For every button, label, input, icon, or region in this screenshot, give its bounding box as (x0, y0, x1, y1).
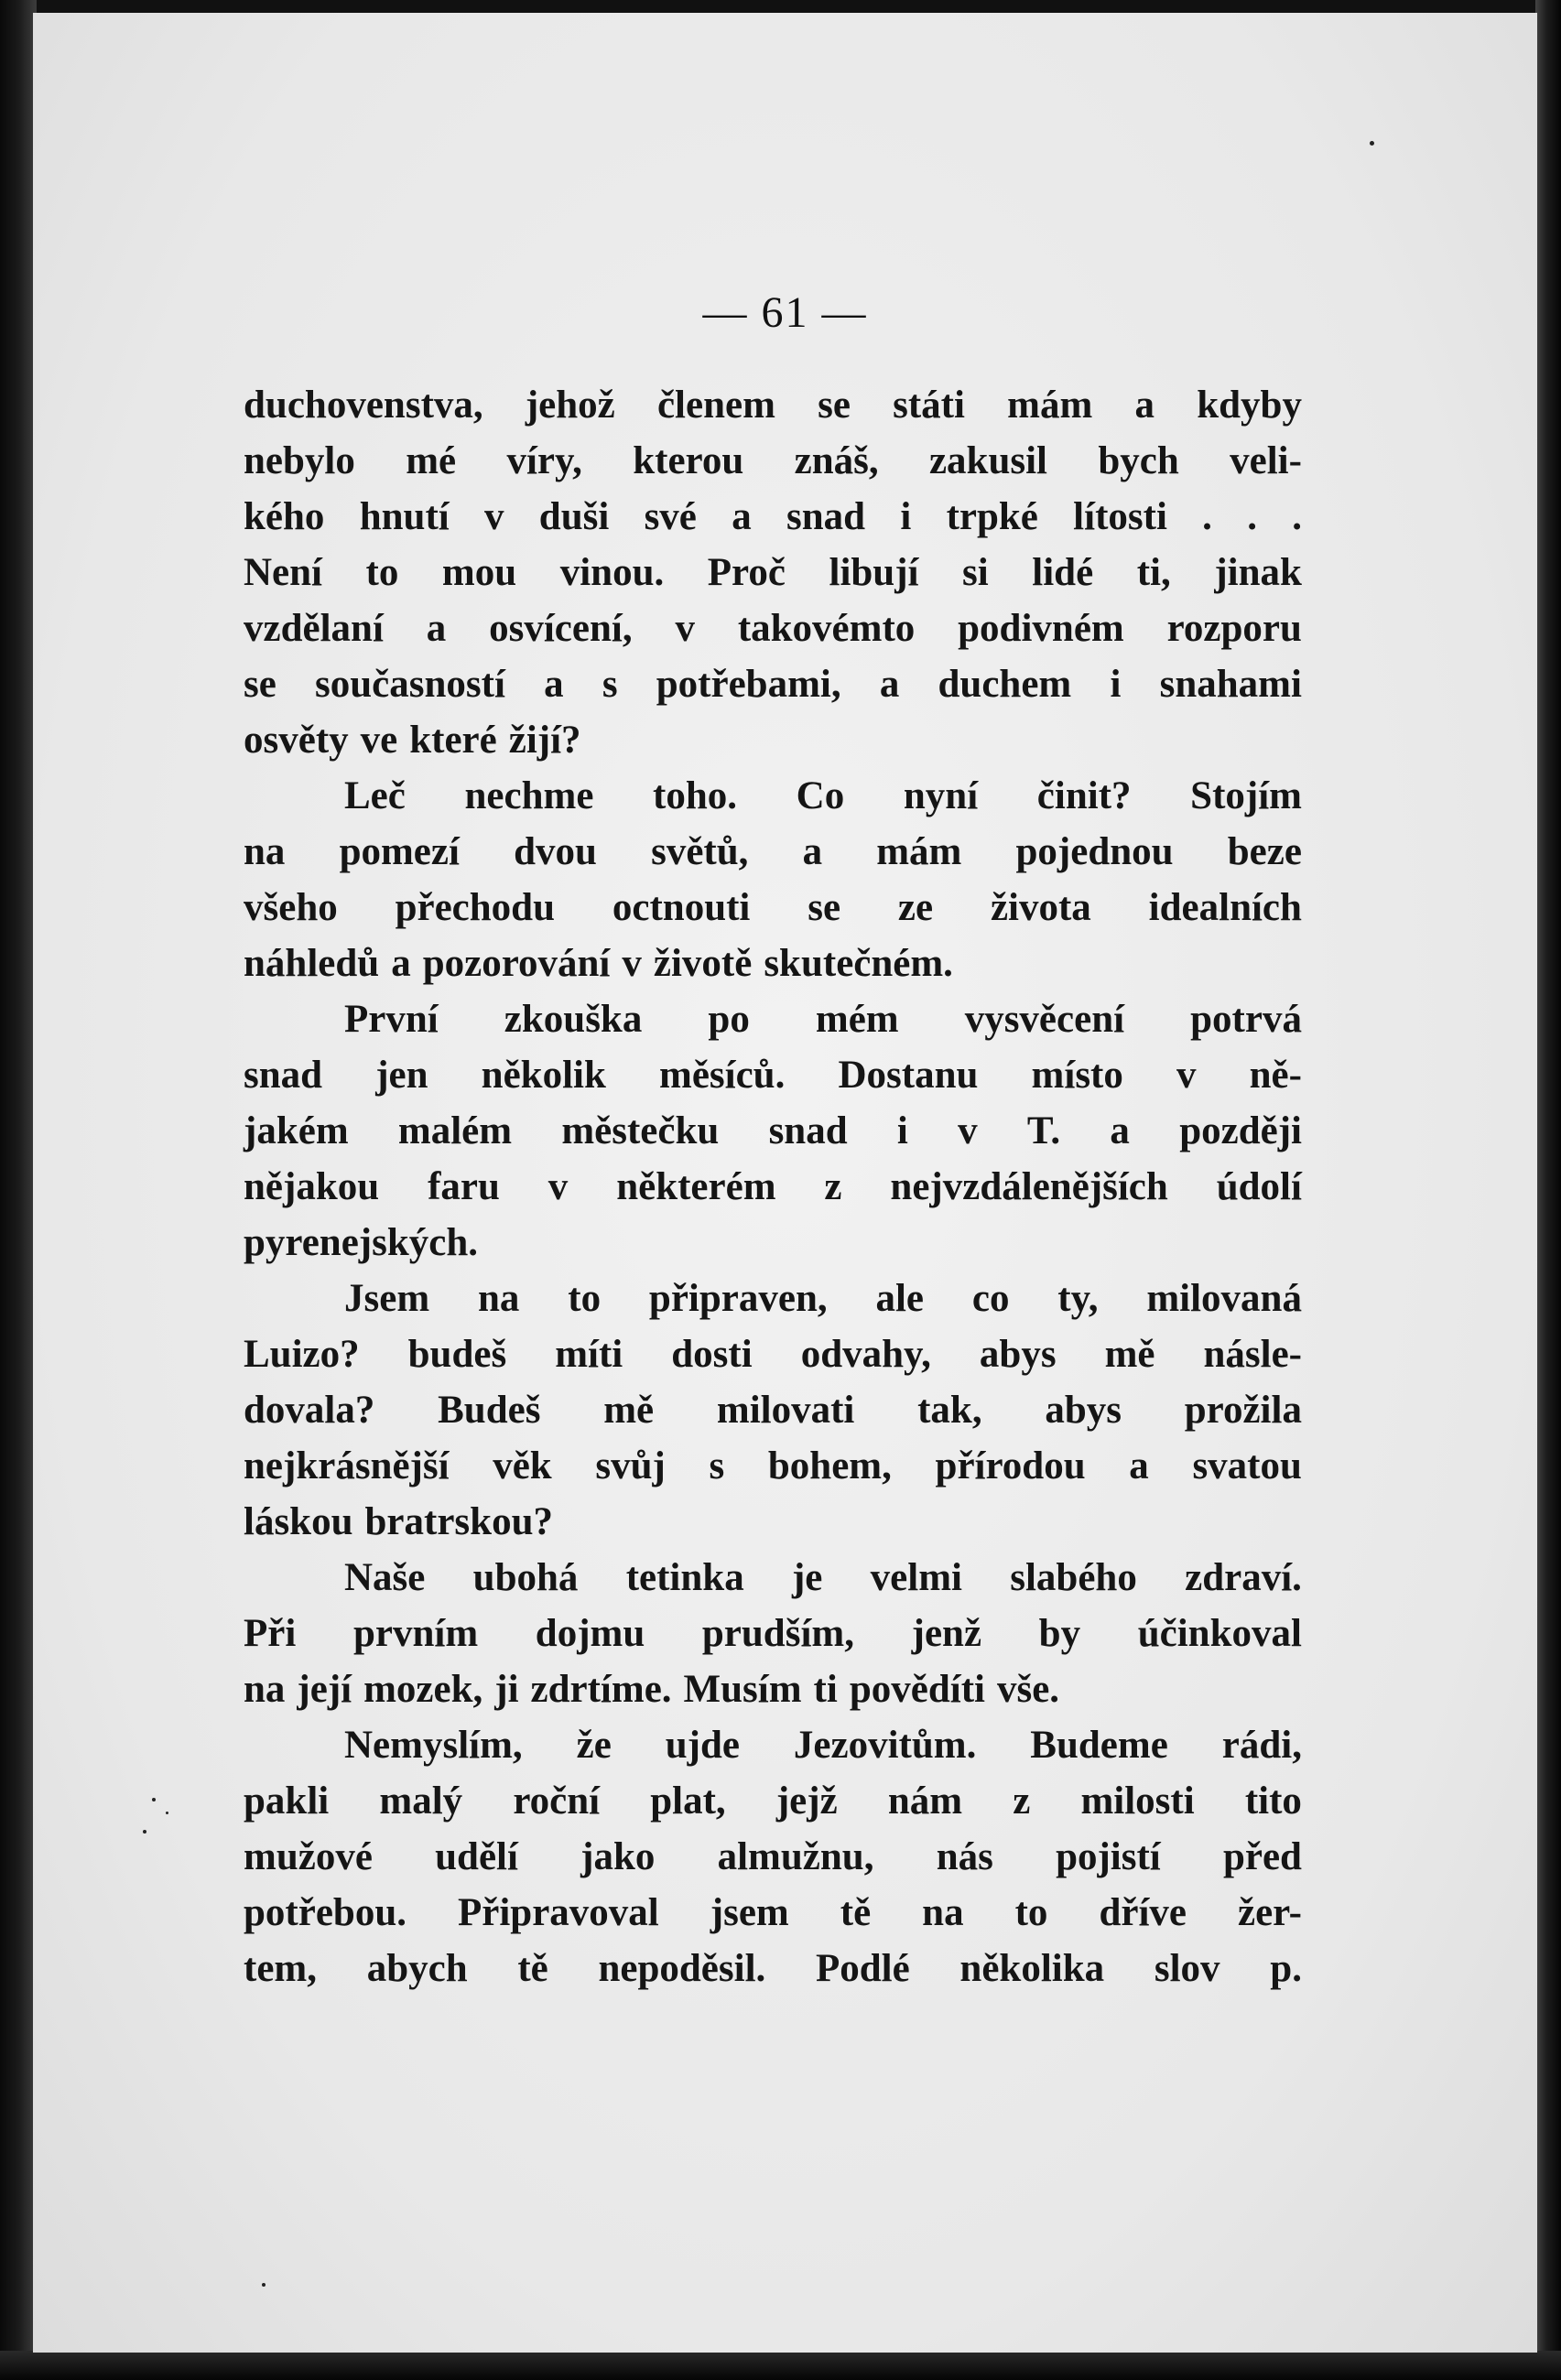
scan-border-right (1535, 0, 1561, 2380)
text-line: Luizo? budeš míti dosti odvahy, abys mě násle- (244, 1333, 1302, 1376)
text-line: na její mozek, ji zdrtíme. Musím ti povědíti vše. (244, 1668, 1060, 1711)
scan-speck (152, 1798, 156, 1801)
text-line: se současností a s potřebami, a duchem i snahami (244, 663, 1302, 706)
text-line: kého hnutí v duši své a snad i trpké lítosti . . . (244, 495, 1302, 538)
scan-border-bottom (0, 2351, 1561, 2380)
text-line: mužové udělí jako almužnu, nás pojistí před (244, 1835, 1302, 1878)
text-line: Nemyslím, že ujde Jezovitům. Budeme rádi, (344, 1724, 1302, 1767)
scan-speck (1370, 141, 1374, 146)
page-body-text (244, 377, 1302, 1996)
book-page (33, 13, 1537, 2353)
text-line: vzdělaní a osvícení, v takovémto podivném rozporu (244, 607, 1302, 650)
scan-border-left (0, 0, 37, 2380)
text-line: jakém malém městečku snad i v T. a později (244, 1109, 1302, 1152)
text-line: nejkrásnější věk svůj s bohem, přírodou a svatou (244, 1444, 1302, 1488)
text-line: pyrenejských. (244, 1221, 479, 1264)
text-line: duchovenstva, jehož členem se státi mám a kdyby (244, 384, 1302, 427)
text-line: na pomezí dvou světů, a mám pojednou beze (244, 830, 1302, 873)
text-line: dovala? Budeš mě milovati tak, abys prožila (244, 1389, 1302, 1432)
text-line: pakli malý roční plat, jejž nám z milosti tito (244, 1780, 1302, 1823)
scan-speck (262, 2283, 266, 2287)
text-line: Při prvním dojmu prudším, jenž by účinkoval (244, 1612, 1302, 1655)
text-line: První zkouška po mém vysvěcení potrvá (344, 998, 1302, 1041)
text-line: tem, abych tě nepoděsil. Podlé několika slov p. (244, 1947, 1302, 1990)
text-line: Naše ubohá tetinka je velmi slabého zdraví. (344, 1556, 1302, 1599)
text-line: potřebou. Připravoval jsem tě na to dříve žer- (244, 1891, 1302, 1934)
text-line: Není to mou vinou. Proč libují si lidé ti, jinak (244, 551, 1302, 594)
text-line: všeho přechodu octnouti se ze života idealních (244, 886, 1302, 929)
text-line: náhledů a pozorování v životě skutečném. (244, 942, 953, 985)
text-line: láskou bratrskou? (244, 1500, 553, 1543)
text-line: snad jen několik měsíců. Dostanu místo v ně- (244, 1054, 1302, 1097)
scan-speck (143, 1830, 146, 1834)
text-line: osvěty ve které žijí? (244, 719, 581, 762)
scan-speck (166, 1812, 168, 1814)
text-line: Leč nechme toho. Co nyní činit? Stojím (344, 774, 1302, 817)
text-line: Jsem na to připraven, ale co ty, milovaná (344, 1277, 1302, 1320)
text-line: nějakou faru v některém z nejvzdálenějších údolí (244, 1165, 1302, 1208)
page-number-header: — 61 — (702, 288, 868, 337)
text-line: nebylo mé víry, kterou znáš, zakusil bych veli- (244, 439, 1302, 482)
